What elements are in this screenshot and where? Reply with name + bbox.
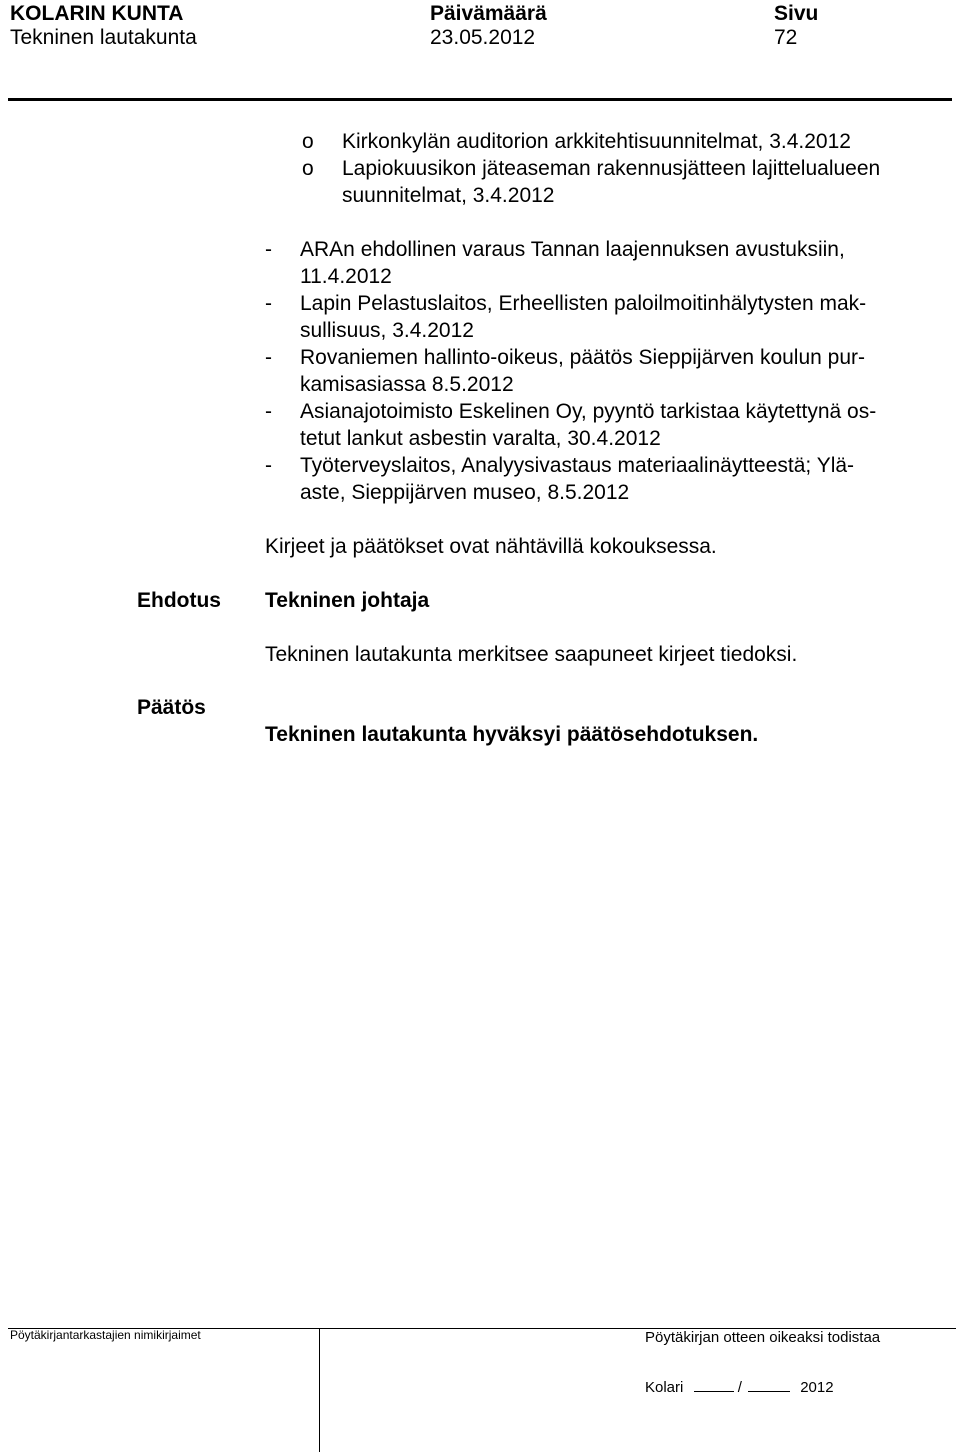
- proposal-label: Ehdotus: [137, 589, 221, 612]
- proposal-presenter: Tekninen johtaja: [265, 589, 430, 612]
- dash-marker: -: [265, 292, 272, 315]
- dash-marker: -: [265, 454, 272, 477]
- dash-marker: -: [265, 400, 272, 423]
- list-item-text: ARAn ehdollinen varaus Tannan laajennuksen avustuksiin,: [300, 238, 845, 261]
- certify-date-line: [645, 1377, 834, 1396]
- header-divider: [8, 98, 952, 101]
- list-item-text: suunnitelmat, 3.4.2012: [342, 184, 555, 207]
- date-value: 23.05.2012: [430, 26, 536, 49]
- list-item-text: kamisasiassa 8.5.2012: [300, 373, 514, 396]
- list-item-text: 11.4.2012: [300, 265, 392, 288]
- committee-name: Tekninen lautakunta: [10, 26, 197, 49]
- bullet-marker: o: [302, 157, 314, 180]
- footer-column-divider: [319, 1328, 320, 1452]
- slash-text: /: [737, 1379, 742, 1396]
- list-item-text: Lapin Pelastuslaitos, Erheellisten paloilmoitinhälytysten mak-: [300, 292, 867, 315]
- year-text: 2012: [800, 1379, 834, 1396]
- page-label: Sivu: [774, 2, 819, 25]
- closing-note: Kirjeet ja päätökset ovat nähtävillä kokouksessa.: [265, 535, 717, 558]
- place-text: Kolari: [645, 1379, 684, 1396]
- page-number: 72: [774, 26, 798, 49]
- date-label: Päivämäärä: [430, 2, 547, 25]
- list-item-text: Lapiokuusikon jäteaseman rakennusjätteen lajittelualueen: [342, 157, 881, 180]
- signatures-label: Pöytäkirjantarkastajien nimikirjaimet: [10, 1328, 201, 1342]
- list-item-text: Rovaniemen hallinto-oikeus, päätös Sieppijärven koulun pur-: [300, 346, 866, 369]
- list-item-text: tetut lankut asbestin varalta, 30.4.2012: [300, 427, 661, 450]
- proposal-text: Tekninen lautakunta merkitsee saapuneet kirjeet tiedoksi.: [265, 643, 798, 666]
- decision-text: Tekninen lautakunta hyväksyi päätösehdotuksen.: [265, 723, 759, 746]
- list-item-text: Asianajotoimisto Eskelinen Oy, pyyntö tarkistaa käytettynä os-: [300, 400, 877, 423]
- month-blank: [748, 1377, 790, 1392]
- dash-marker: -: [265, 238, 272, 261]
- decision-label: Päätös: [137, 696, 206, 719]
- dash-marker: -: [265, 346, 272, 369]
- bullet-marker: o: [302, 130, 314, 153]
- list-item-text: Kirkonkylän auditorion arkkitehtisuunnitelmat, 3.4.2012: [342, 130, 851, 153]
- list-item-text: aste, Sieppijärven museo, 8.5.2012: [300, 481, 630, 504]
- list-item-text: sullisuus, 3.4.2012: [300, 319, 474, 342]
- organization-name: KOLARIN KUNTA: [10, 2, 184, 25]
- day-blank: [694, 1377, 734, 1392]
- certify-label: Pöytäkirjan otteen oikeaksi todistaa: [645, 1329, 881, 1346]
- list-item-text: Työterveyslaitos, Analyysivastaus materiaalinäytteestä; Ylä-: [300, 454, 855, 477]
